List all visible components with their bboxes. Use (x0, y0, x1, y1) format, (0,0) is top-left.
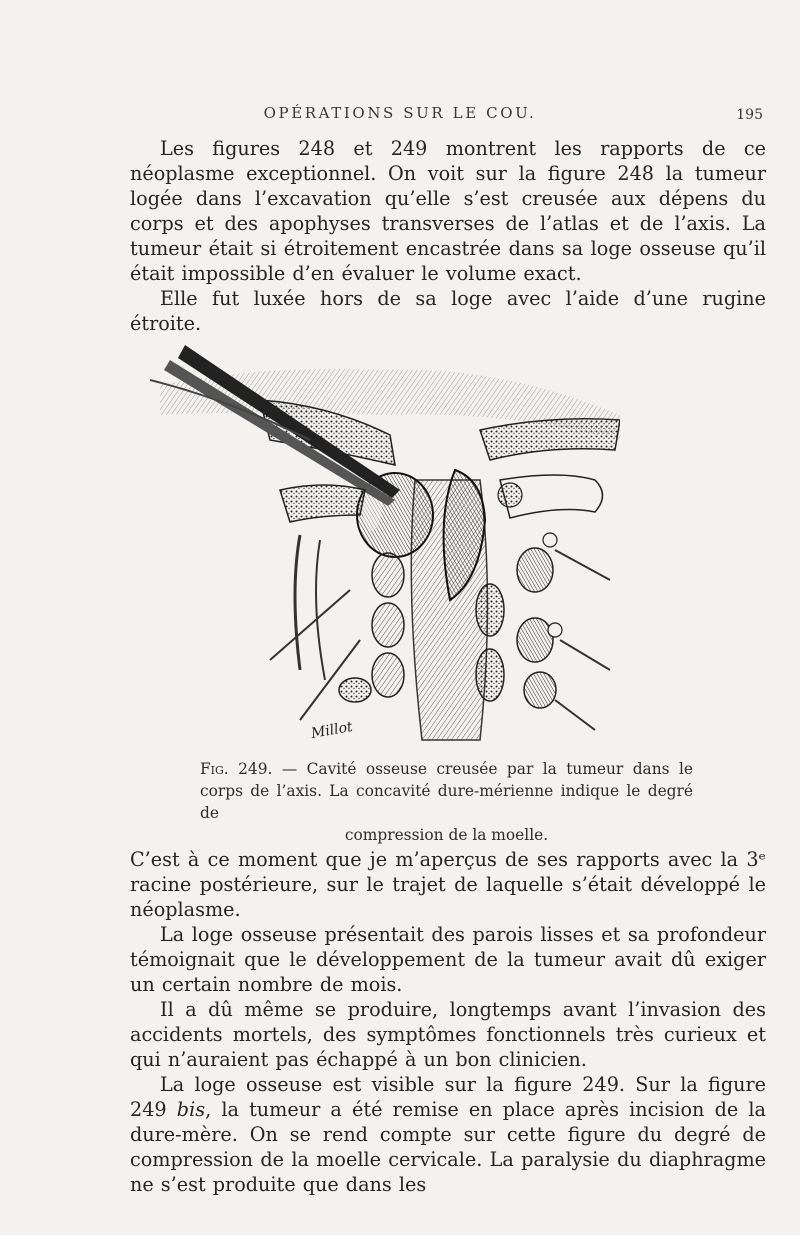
figure-label: Fig. 249. (200, 760, 273, 778)
right-vertebral-column (476, 548, 556, 708)
italic-text: bis (176, 1098, 206, 1121)
right-bone-shelf (480, 419, 620, 460)
left-transverse-process (280, 485, 365, 522)
forceps (178, 345, 400, 498)
anatomical-engraving (150, 340, 620, 750)
paragraph: Elle fut luxée hors de sa loge avec l’aide d’une rugine étroite. (130, 287, 766, 335)
left-vertebral-column (339, 553, 404, 702)
paragraph: Les figures 248 et 249 montrent les rapports de ce néoplasme exceptionnel. On voit sur la figure 248 la tumeur logée dans l’excavation qu’elle s’est creusée aux dépens du corps et des apophyses transverses de l’atlas et de l’axis. La tumeur était si étroitement encastrée dans sa loge osseuse qu’il était impossible d’en évaluer le volume exact. (130, 137, 766, 285)
running-head (0, 104, 800, 128)
paragraph (130, 1072, 766, 1197)
page-number: 195 (736, 107, 763, 123)
body-text-top (130, 136, 766, 336)
figure-caption (200, 758, 693, 846)
text-run: , la tumeur a été remise en place après incision de la dure-mère. On se rend compte sur cette figure du degré de compression de la moelle cervicale. La paralysie du diaphragme ne s’est produite que dans les (130, 1098, 766, 1196)
running-title: OPÉRATIONS SUR LE COU. (263, 104, 537, 122)
caption-last-line: compression de la moelle. (344, 826, 549, 844)
paragraph: Il a dû même se produire, longtemps avant l’invasion des accidents mortels, des symptômes fonctionnels très curieux et qui n’auraient pas échappé à un bon clinicien. (130, 998, 766, 1071)
body-text-bottom (130, 847, 766, 1197)
paragraph: C’est à ce moment que je m’aperçus de ses rapports avec la 3ᵉ racine postérieure, sur le trajet de laquelle s’était développé le néoplasme. (130, 848, 766, 921)
engraver-signature: Millot (309, 718, 354, 742)
cervical-spine-illustration (150, 340, 620, 750)
paragraph: La loge osseuse présentait des parois lisses et sa profondeur témoignait que le développement de la tumeur avait dû exiger un certain nombre de mois. (130, 923, 766, 996)
text-run: La loge osseuse est visible sur la figure 249. Sur la figure 249 (130, 1073, 766, 1121)
caption-text: — Cavité osseuse creusée par la tumeur dans le corps de l’axis. La concavité dure-mérienne indique le degré de (200, 760, 693, 822)
